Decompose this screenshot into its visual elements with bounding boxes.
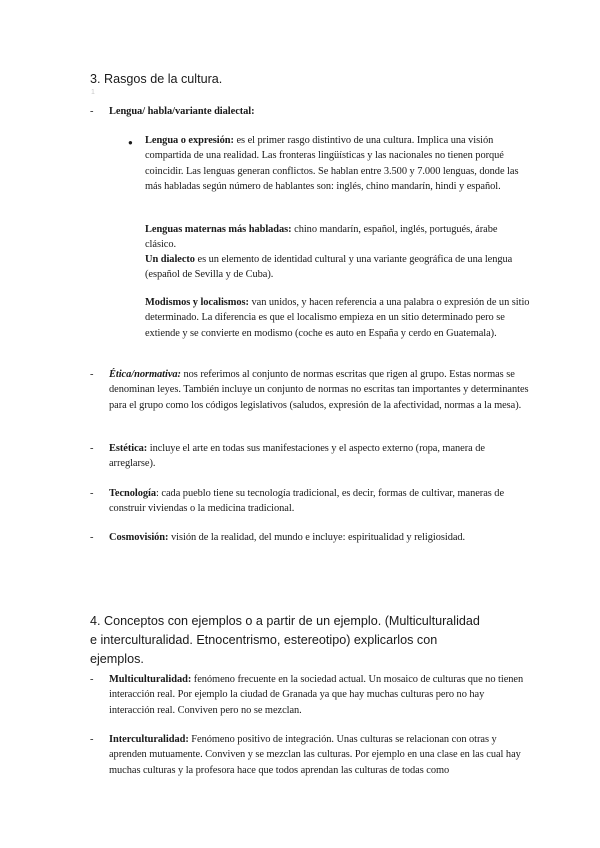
item-text: visión de la realidad, del mundo e incluye: espiritualidad y religiosidad. xyxy=(168,532,466,543)
list-item-tecnologia xyxy=(109,486,529,517)
list-item-multiculturalidad xyxy=(109,672,529,718)
list-dash: - xyxy=(90,488,94,499)
item-label: Ética/normativa: xyxy=(109,369,181,380)
item-text: nos referimos al conjunto de normas escritas que rigen al grupo. Estas normas se denominan leyes. También incluye un conjunto de normas no escritas tan importantes y determinantes para el grupo como los códigos legislativos (saludos, expresión de la afectividad, normas a la mesa). xyxy=(109,369,529,411)
item-label: Multiculturalidad: xyxy=(109,674,192,685)
list-item-interculturalidad xyxy=(109,732,529,792)
modismos-label: Modismos y localismos: xyxy=(145,297,249,308)
subitem-label: Lengua o expresión: xyxy=(145,135,234,146)
bullet-mark: ● xyxy=(128,138,133,147)
list-item-etica xyxy=(109,367,529,413)
list-dash: - xyxy=(90,734,94,745)
subitem-modismos xyxy=(145,295,530,341)
item-text: incluye el arte en todas sus manifestaciones y el aspecto externo (ropa, manera de arreglarse). xyxy=(109,443,485,470)
modismos-text: van unidos, y hacen referencia a una palabra o expresión de un sitio determinado. La diferencia es que el localismo empieza en un sitio determinado pero se extiende y se convierte en modismo (coche es auto en España y cerdo en Guatemala). xyxy=(145,297,530,339)
item-label: Tecnología xyxy=(109,488,157,499)
item-text: fenómeno frecuente en la sociedad actual. Un mosaico de culturas que no tienen interacción real. Por ejemplo la ciudad de Granada ya que hay muchas culturas pero no hay interacción real. Conviven pero no se mezclan. xyxy=(109,674,524,716)
maternas-text: chino mandarín, español, inglés, portugués, árabe clásico. xyxy=(145,224,498,251)
list-item-estetica xyxy=(109,441,529,472)
section-3-heading: 3. Rasgos de la cultura. xyxy=(90,72,223,86)
stray-mark: 1 xyxy=(91,89,95,96)
subitem-text: es el primer rasgo distintivo de una cultura. Implica una visión compartida de una realidad. Las fronteras lingüísticas y las nacionales no tienen porqué coincidir. Las lenguas generan conflictos. Se hablan entre 3.500 y 7.000 lenguas, donde las más habladas según número de hablantes son: inglés, chino mandarín, hindi y español. xyxy=(145,135,519,193)
item-label: Lengua/ habla/variante dialectal: xyxy=(109,106,255,117)
list-item-lengua xyxy=(109,104,529,119)
item-label: Cosmovisión: xyxy=(109,532,169,543)
item-text: Fenómeno positivo de integración. Unas culturas se relacionan con otras y aprenden mutuamente. Conviven y se mezclan las culturas. Por ejemplo en una clase en las cual hay muchas culturas y la profesora hace que todos aprendan las culturas de todas como xyxy=(109,734,521,776)
dialecto-text: es un elemento de identidad cultural y una variante geográfica de una lengua (español de Sevilla y de Cuba). xyxy=(145,254,513,281)
item-label: Interculturalidad: xyxy=(109,734,189,745)
subitem-lenguas-maternas xyxy=(145,222,530,253)
section-4-heading: 4. Conceptos con ejemplos o a partir de un ejemplo. (Multiculturalidad e interculturalidad. Etnocentrismo, estereotipo) explicarlos con ejemplos. xyxy=(90,614,480,666)
list-dash: - xyxy=(90,532,94,543)
item-text: : cada pueblo tiene su tecnología tradicional, es decir, formas de cultivar, maneras de construir viviendas o la medicina tradicional. xyxy=(109,488,505,515)
list-dash: - xyxy=(90,443,94,454)
list-dash: - xyxy=(90,369,94,380)
dialecto-label: Un dialecto xyxy=(145,254,195,265)
maternas-label: Lenguas maternas más habladas: xyxy=(145,224,292,235)
list-dash: - xyxy=(90,674,94,685)
subitem-lengua-expresion xyxy=(145,133,530,195)
subitem-dialecto xyxy=(145,252,530,283)
list-dash: - xyxy=(90,106,94,117)
list-item-cosmovision xyxy=(109,530,529,545)
item-label: Estética: xyxy=(109,443,148,454)
